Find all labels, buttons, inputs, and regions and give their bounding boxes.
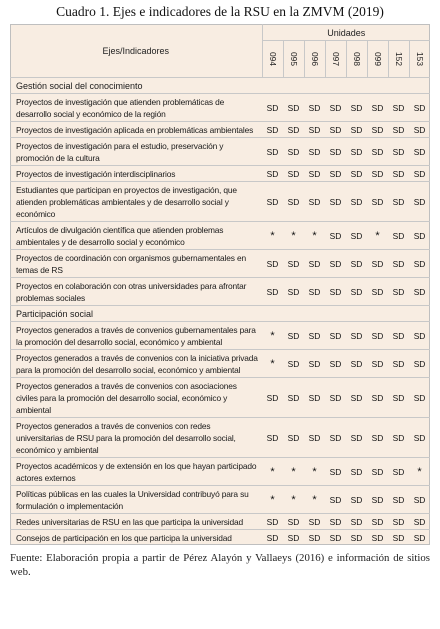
indicator-label: Políticas públicas en las cuales la Universidad contribuyó para su formulación o implementación	[10, 486, 262, 514]
value-cell: SD	[409, 514, 430, 530]
unit-code: 152	[393, 52, 404, 66]
value-cell: *	[262, 350, 283, 378]
value-cell: SD	[409, 378, 430, 418]
value-cell: SD	[367, 94, 388, 122]
indicator-label: Proyectos generados a través de convenios con redes universitarias de RSU para la promoción del desarrollo social, económico y ambiental	[10, 418, 262, 458]
value-cell: *	[304, 486, 325, 514]
indicator-label: Proyectos generados a través de convenios con asociaciones civiles para la promoción del desarrollo social, económico y ambiental	[10, 378, 262, 418]
value-cell: SD	[409, 322, 430, 350]
value-cell: SD	[304, 322, 325, 350]
value-cell: SD	[283, 182, 304, 222]
unit-header-152	[388, 41, 409, 78]
value-cell: SD	[409, 486, 430, 514]
value-cell: SD	[388, 458, 409, 486]
indicator-label: Proyectos de investigación que atienden problemáticas de desarrollo social y económico de la región	[10, 94, 262, 122]
value-cell: SD	[304, 122, 325, 138]
unit-code: 098	[351, 52, 362, 66]
section-title: Participación social	[10, 306, 430, 322]
table-row	[10, 486, 430, 514]
unit-header-094	[262, 41, 283, 78]
table-row	[10, 122, 430, 138]
value-cell: *	[262, 486, 283, 514]
value-cell: SD	[346, 250, 367, 278]
value-cell: *	[304, 458, 325, 486]
value-cell: SD	[346, 418, 367, 458]
value-cell: SD	[409, 166, 430, 182]
value-cell: SD	[325, 122, 346, 138]
table-row	[10, 138, 430, 166]
value-cell: *	[262, 458, 283, 486]
indicators-table	[10, 24, 430, 545]
value-cell: SD	[409, 138, 430, 166]
value-cell: SD	[304, 182, 325, 222]
table-body	[10, 78, 430, 546]
value-cell: SD	[367, 458, 388, 486]
value-cell: *	[367, 222, 388, 250]
value-cell: SD	[409, 530, 430, 546]
value-cell: SD	[388, 278, 409, 306]
value-cell: SD	[388, 250, 409, 278]
table-row	[10, 250, 430, 278]
value-cell: SD	[304, 250, 325, 278]
value-cell: SD	[262, 94, 283, 122]
value-cell: SD	[283, 514, 304, 530]
value-cell: SD	[346, 122, 367, 138]
value-cell: SD	[409, 182, 430, 222]
value-cell: SD	[367, 250, 388, 278]
table-row	[10, 182, 430, 222]
value-cell: SD	[388, 138, 409, 166]
unit-code: 094	[267, 52, 278, 66]
value-cell: SD	[304, 514, 325, 530]
indicator-label: Proyectos de investigación para el estudio, preservación y promoción de la cultura	[10, 138, 262, 166]
value-cell: SD	[367, 530, 388, 546]
unit-header-096	[304, 41, 325, 78]
value-cell: SD	[262, 278, 283, 306]
indicator-label: Artículos de divulgación científica que atienden problemas ambientales y de desarrollo social y económico	[10, 222, 262, 250]
value-cell: SD	[304, 350, 325, 378]
value-cell: *	[283, 458, 304, 486]
value-cell: SD	[346, 350, 367, 378]
value-cell: SD	[346, 322, 367, 350]
indicator-label: Proyectos generados a través de convenios con la iniciativa privada para la promoción del desarrollo social, económico y ambiental	[10, 350, 262, 378]
value-cell: *	[262, 322, 283, 350]
value-cell: SD	[283, 166, 304, 182]
value-cell: SD	[304, 138, 325, 166]
value-cell: SD	[346, 278, 367, 306]
table-row	[10, 94, 430, 122]
unidades-header: Unidades	[262, 24, 430, 41]
value-cell: SD	[367, 138, 388, 166]
indicator-label: Estudiantes que participan en proyectos de investigación, que atienden problemáticas ambientales y de desarrollo social y económico	[10, 182, 262, 222]
value-cell: SD	[388, 378, 409, 418]
value-cell: SD	[388, 418, 409, 458]
table-row	[10, 418, 430, 458]
value-cell: SD	[262, 418, 283, 458]
value-cell: SD	[367, 166, 388, 182]
indicator-label: Proyectos académicos y de extensión en los que hayan participado actores externos	[10, 458, 262, 486]
unit-header-097	[325, 41, 346, 78]
value-cell: *	[262, 222, 283, 250]
value-cell: SD	[367, 350, 388, 378]
value-cell: SD	[388, 322, 409, 350]
value-cell: SD	[262, 250, 283, 278]
value-cell: SD	[304, 278, 325, 306]
value-cell: SD	[283, 418, 304, 458]
value-cell: *	[283, 486, 304, 514]
table-row	[10, 350, 430, 378]
value-cell: SD	[325, 530, 346, 546]
value-cell: SD	[388, 350, 409, 378]
indicator-label: Redes universitarias de RSU en las que participa la universidad	[10, 514, 262, 530]
indicator-label: Proyectos de investigación interdisciplinarios	[10, 166, 262, 182]
value-cell: SD	[367, 278, 388, 306]
table-row	[10, 530, 430, 546]
value-cell: SD	[283, 250, 304, 278]
value-cell: SD	[367, 122, 388, 138]
table-row	[10, 322, 430, 350]
value-cell: SD	[325, 458, 346, 486]
table-row	[10, 222, 430, 250]
value-cell: SD	[367, 486, 388, 514]
value-cell: SD	[262, 530, 283, 546]
value-cell: SD	[262, 378, 283, 418]
value-cell: SD	[262, 182, 283, 222]
indicator-label: Proyectos de investigación aplicada en problemáticas ambientales	[10, 122, 262, 138]
value-cell: SD	[409, 94, 430, 122]
value-cell: SD	[304, 418, 325, 458]
value-cell: SD	[283, 122, 304, 138]
table-row	[10, 278, 430, 306]
unit-header-153	[409, 41, 430, 78]
value-cell: SD	[367, 182, 388, 222]
unit-code: 097	[330, 52, 341, 66]
value-cell: SD	[346, 94, 367, 122]
value-cell: SD	[409, 122, 430, 138]
value-cell: SD	[409, 418, 430, 458]
value-cell: SD	[388, 530, 409, 546]
unit-header-098	[346, 41, 367, 78]
value-cell: SD	[283, 322, 304, 350]
ejes-header: Ejes/Indicadores	[102, 45, 170, 56]
value-cell: *	[409, 458, 430, 486]
table-caption: Cuadro 1. Ejes e indicadores de la RSU en la ZMVM (2019)	[56, 4, 384, 19]
indicator-label: Proyectos de coordinación con organismos gubernamentales en temas de RS	[10, 250, 262, 278]
value-cell: SD	[409, 222, 430, 250]
value-cell: SD	[325, 418, 346, 458]
indicator-label: Proyectos en colaboración con otras universidades para afrontar problemas sociales	[10, 278, 262, 306]
value-cell: SD	[304, 166, 325, 182]
value-cell: SD	[283, 530, 304, 546]
value-cell: SD	[325, 514, 346, 530]
indicator-label: Proyectos generados a través de convenios gubernamentales para la promoción del desarrollo social, económico y ambiental	[10, 322, 262, 350]
value-cell: SD	[262, 138, 283, 166]
table-header	[10, 24, 430, 78]
value-cell: SD	[388, 94, 409, 122]
value-cell: SD	[262, 166, 283, 182]
value-cell: SD	[388, 166, 409, 182]
value-cell: *	[283, 222, 304, 250]
value-cell: SD	[346, 378, 367, 418]
unit-header-099	[367, 41, 388, 78]
value-cell: SD	[388, 486, 409, 514]
value-cell: SD	[262, 122, 283, 138]
value-cell: SD	[283, 278, 304, 306]
value-cell: SD	[409, 350, 430, 378]
value-cell: SD	[283, 378, 304, 418]
table-row	[10, 166, 430, 182]
value-cell: SD	[325, 278, 346, 306]
value-cell: SD	[388, 122, 409, 138]
section-title: Gestión social del conocimiento	[10, 78, 430, 94]
value-cell: SD	[325, 378, 346, 418]
value-cell: SD	[304, 530, 325, 546]
value-cell: SD	[409, 278, 430, 306]
unit-code: 153	[414, 52, 425, 66]
value-cell: SD	[283, 94, 304, 122]
section-row	[10, 78, 430, 94]
value-cell: SD	[367, 378, 388, 418]
value-cell: SD	[325, 350, 346, 378]
value-cell: SD	[304, 378, 325, 418]
value-cell: SD	[346, 222, 367, 250]
value-cell: SD	[346, 458, 367, 486]
value-cell: SD	[283, 138, 304, 166]
value-cell: SD	[325, 138, 346, 166]
indicator-label: Consejos de participación en los que participa la universidad	[10, 530, 262, 546]
value-cell: SD	[304, 94, 325, 122]
table-row	[10, 458, 430, 486]
value-cell: SD	[325, 322, 346, 350]
value-cell: SD	[367, 514, 388, 530]
value-cell: SD	[325, 250, 346, 278]
unit-code: 096	[309, 52, 320, 66]
value-cell: SD	[325, 486, 346, 514]
value-cell: SD	[388, 182, 409, 222]
section-row	[10, 306, 430, 322]
value-cell: SD	[388, 514, 409, 530]
table-row	[10, 378, 430, 418]
value-cell: SD	[325, 182, 346, 222]
value-cell: SD	[283, 350, 304, 378]
value-cell: SD	[388, 222, 409, 250]
value-cell: SD	[409, 250, 430, 278]
value-cell: SD	[325, 94, 346, 122]
value-cell: SD	[346, 530, 367, 546]
value-cell: SD	[367, 418, 388, 458]
value-cell: SD	[262, 514, 283, 530]
value-cell: SD	[367, 322, 388, 350]
unit-code: 095	[288, 52, 299, 66]
value-cell: SD	[346, 138, 367, 166]
unit-header-095	[283, 41, 304, 78]
value-cell: SD	[346, 486, 367, 514]
unit-code: 099	[372, 52, 383, 66]
value-cell: SD	[346, 514, 367, 530]
value-cell: SD	[346, 166, 367, 182]
table-row	[10, 514, 430, 530]
value-cell: SD	[346, 182, 367, 222]
value-cell: *	[304, 222, 325, 250]
source-note: Fuente: Elaboración propia a partir de Pérez Alayón y Vallaeys (2016) e información de sitios web.	[10, 552, 430, 578]
value-cell: SD	[325, 222, 346, 250]
value-cell: SD	[325, 166, 346, 182]
